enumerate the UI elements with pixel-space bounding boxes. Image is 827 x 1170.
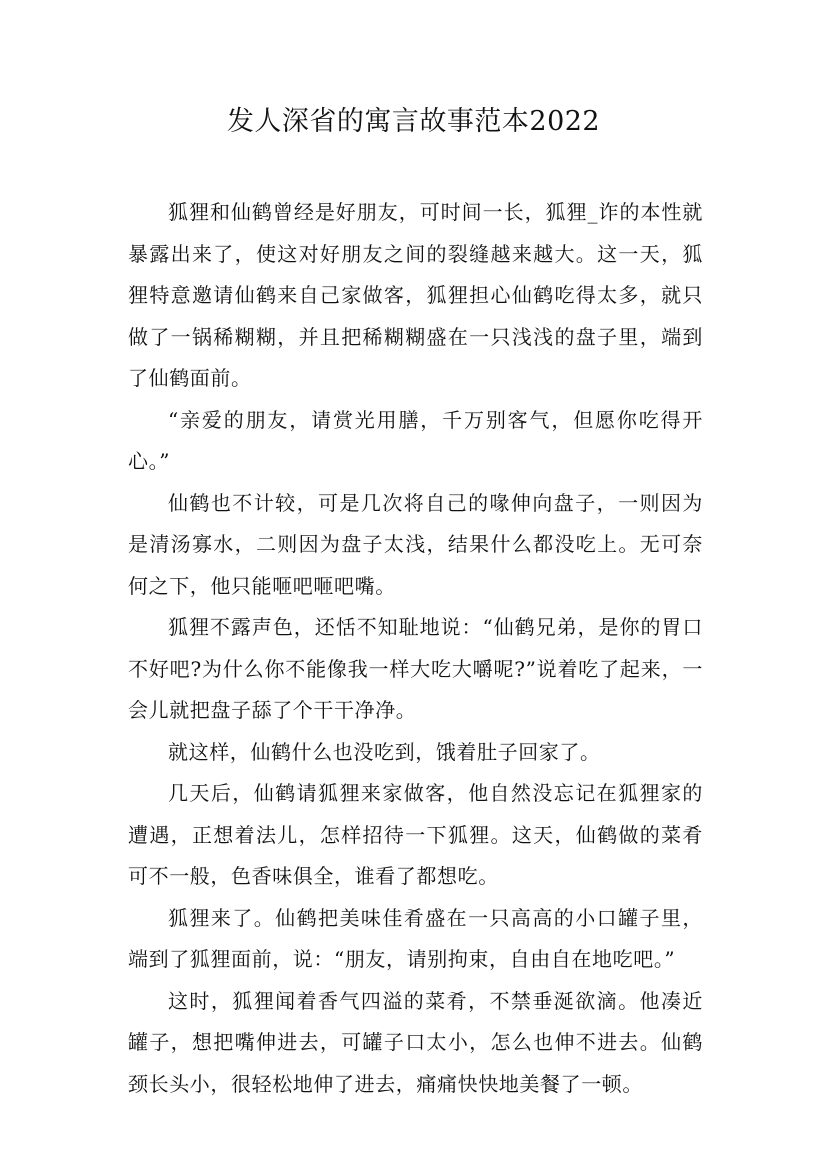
paragraph: 就这样，仙鹤什么也没吃到，饿着肚子回家了。 bbox=[168, 739, 601, 764]
paragraph: “亲爱的朋友，请赏光用膳，千万别客气，但愿你吃得开心。” bbox=[128, 407, 703, 473]
paragraph: 几天后，仙鹤请狐狸来家做客，他自然没忘记在狐狸家的遭遇，正想着法儿，怎样招待一下狐狸。这天，仙鹤做的菜肴可不一般，色香味俱全，谁看了都想吃。 bbox=[128, 781, 703, 888]
paragraph: 这时，狐狸闻着香气四溢的菜肴，不禁垂涎欲滴。他凑近罐子，想把嘴伸进去，可罐子口太小，怎么也伸不进去。仙鹤颈长头小，很轻松地伸了进去，痛痛快快地美餐了一顿。 bbox=[128, 988, 703, 1096]
paragraph: 仙鹤也不计较，可是几次将自己的喙伸向盘子，一则因为是清汤寡水，二则因为盘子太浅，结果什么都没吃上。无可奈何之下，他只能咂吧咂吧嘴。 bbox=[128, 490, 703, 598]
paragraph: 狐狸和仙鹤曾经是好朋友，可时间一长，狐狸_诈的本性就暴露出来了，使这对好朋友之间的裂缝越来越大。这一天，狐狸特意邀请仙鹤来自己家做客，狐狸担心仙鹤吃得太多，就只做了一锅稀糊糊，并且把稀糊糊盛在一只浅浅的盘子里，端到了仙鹤面前。 bbox=[128, 200, 703, 390]
document-body bbox=[128, 192, 703, 1105]
paragraph: 狐狸来了。仙鹤把美味佳肴盛在一只高高的小口罐子里，端到了狐狸面前，说：“朋友，请别拘束，自由自在地吃吧。” bbox=[128, 905, 703, 971]
paragraph: 狐狸不露声色，还恬不知耻地说：“仙鹤兄弟，是你的胃口不好吧?为什么你不能像我一样大吃大嚼呢?”说着吃了起来，一会儿就把盘子舔了个干干净净。 bbox=[128, 615, 703, 722]
document-title: 发人深省的寓言故事范本2022 bbox=[226, 106, 601, 137]
